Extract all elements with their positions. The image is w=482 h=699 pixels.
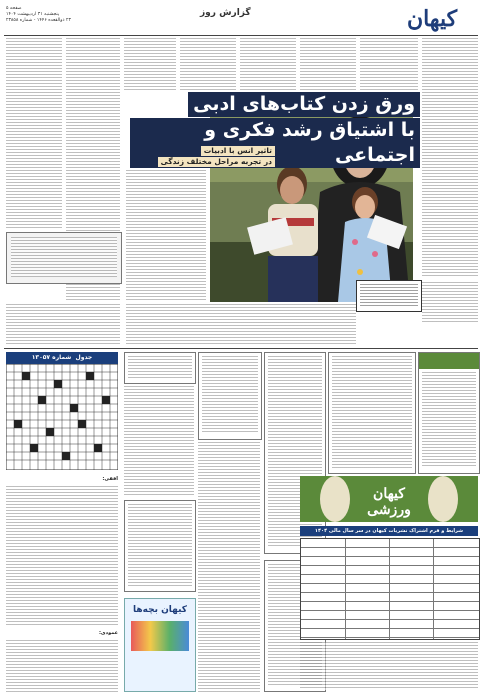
ball-icon — [320, 476, 350, 522]
table-divider — [345, 539, 346, 639]
section-divider — [4, 348, 478, 349]
table-divider — [433, 539, 434, 639]
issue-info — [6, 6, 71, 24]
across-label: افقی: — [102, 476, 118, 482]
pull-quote-text — [11, 237, 117, 277]
text-column — [360, 38, 418, 90]
headline-line-2: با اشتیاق رشد فکری و اجتماعی — [130, 118, 420, 168]
subscription-form[interactable] — [300, 642, 478, 690]
issue-number: ۲۳ ذوالقعده ۱۴۴۶ - شماره ۲۳۸۵۸ — [6, 18, 71, 23]
header-rule — [4, 35, 478, 36]
ball-icon — [428, 476, 458, 522]
page-number: صفحه ۵ — [6, 6, 22, 11]
classified-ad — [418, 352, 480, 474]
ad-text-column — [124, 386, 194, 496]
masthead-logo — [388, 4, 476, 34]
text-column — [240, 38, 296, 90]
pull-quote-box — [6, 232, 122, 284]
notice-ad-text — [128, 356, 192, 378]
issue-date: پنجشنبه ۳۱ اردیبهشت ۱۴۰۴ — [6, 12, 60, 17]
subhead-line-1: تاثیر انس با ادبیات — [201, 146, 275, 156]
crossword-clues-down — [6, 640, 118, 692]
kayhan-varzeshi-title: کیهان ورزشی — [367, 486, 411, 518]
kayhan-varzeshi-banner[interactable] — [300, 476, 478, 522]
notice-ad — [124, 352, 196, 384]
caption-box — [356, 280, 422, 312]
down-label: عمودی: — [98, 630, 118, 636]
announcement-ad — [328, 352, 416, 474]
crossword-panel — [6, 352, 118, 472]
classified-ad-text — [202, 356, 258, 434]
text-column — [300, 38, 356, 90]
text-column — [124, 38, 176, 90]
crossword-grid[interactable] — [6, 364, 118, 470]
subhead-line-2: در تجربه مراحل مختلف زندگی — [158, 157, 275, 167]
text-column — [422, 282, 478, 322]
subscription-table — [300, 538, 480, 640]
subscription-title: شرایط و فرم اشتراک نشریات کیهان در سر سال مالی ۱۴۰۴ — [300, 526, 478, 536]
kayhan-bacheha-title: کیهان بچه‌ها — [133, 605, 187, 615]
classified-ad-text — [422, 372, 476, 468]
text-column — [66, 38, 120, 138]
text-column — [6, 304, 120, 344]
text-column — [6, 38, 62, 138]
kayhan-bacheha-art — [131, 621, 189, 651]
text-column — [126, 304, 356, 344]
announcement-text — [332, 356, 412, 468]
table-divider — [389, 539, 390, 639]
classified-ad — [198, 352, 262, 440]
headline-line-1: ورق زدن کتاب‌های ادبی — [188, 92, 420, 117]
masthead-title: کیهان — [406, 6, 458, 32]
kayhan-bacheha-ad — [124, 598, 196, 692]
classified-ad-text — [128, 504, 192, 586]
classified-ad — [264, 352, 326, 554]
crossword-number: شماره ۱۳۰۵۷ — [31, 354, 72, 361]
caption-text — [360, 284, 418, 306]
text-column — [6, 140, 62, 230]
crossword-title: جدول — [75, 354, 93, 361]
classified-ad-banner — [419, 353, 479, 369]
classified-ad — [124, 500, 196, 592]
ad-text-column — [198, 442, 260, 692]
crossword-clues-across — [6, 486, 118, 626]
text-column — [180, 38, 236, 90]
text-column — [126, 170, 206, 300]
text-column — [422, 38, 478, 278]
crossword-title-bar — [6, 352, 118, 364]
section-title: گزارش روز — [200, 8, 251, 18]
subheadline — [125, 146, 275, 168]
